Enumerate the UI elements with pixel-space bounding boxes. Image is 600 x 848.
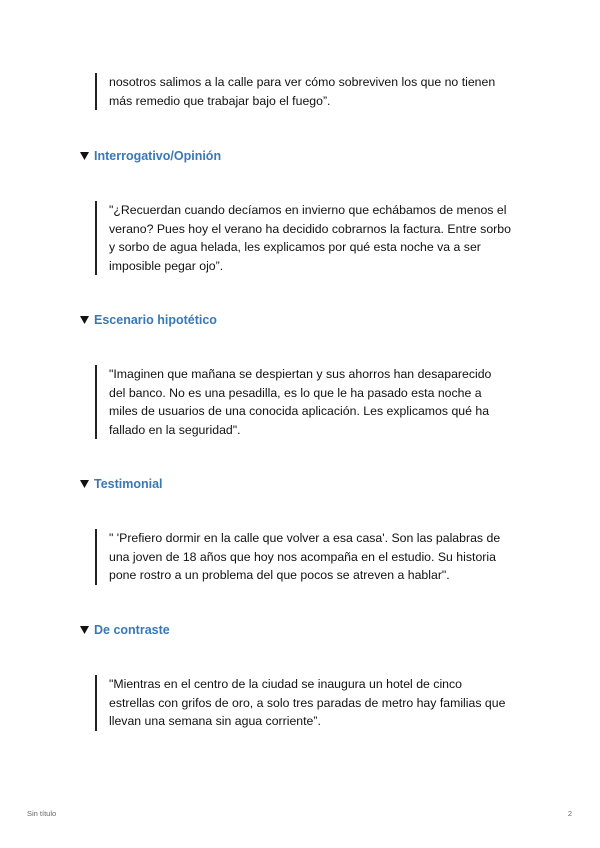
section-title: Interrogativo/Opinión xyxy=(94,149,222,163)
triangle-down-icon[interactable] xyxy=(80,151,90,161)
section-title: Testimonial xyxy=(94,477,163,491)
quote-line: más remedio que trabajar bajo el fuego”. xyxy=(109,93,331,108)
quote-line: "¿Recuerdan cuando decíamos en invierno que echábamos de menos el xyxy=(109,203,507,217)
section-quote xyxy=(95,365,549,439)
toggle-section-escenario[interactable] xyxy=(80,313,217,327)
section-title: De contraste xyxy=(94,623,170,637)
quote-line: una joven de 18 años que hoy nos acompaña en el estudio. Su historia xyxy=(109,549,496,564)
section-quote xyxy=(95,201,549,275)
quote-line: imposible pegar ojo”. xyxy=(109,258,224,273)
quote-line: verano? Pues hoy el verano ha decidido cobrarnos la factura. Entre sorbo xyxy=(109,221,511,236)
quote-line: fallado en la seguridad". xyxy=(109,422,241,437)
triangle-down-icon[interactable] xyxy=(80,315,90,325)
quote-line: del banco. No es una pesadilla, es lo que le ha pasado esta noche a xyxy=(109,385,482,400)
footer-document-title: Sin título xyxy=(27,809,57,818)
toggle-section-testimonial[interactable] xyxy=(80,477,163,491)
triangle-down-icon[interactable] xyxy=(80,479,90,489)
intro-quote xyxy=(95,73,549,110)
quote-line: pone rostro a un problema del que pocos se atreven a hablar". xyxy=(109,568,450,582)
footer-page-number: 2 xyxy=(567,809,572,818)
section-quote xyxy=(95,675,549,731)
quote-line: "Mientras en el centro de la ciudad se inaugura un hotel de cinco xyxy=(109,677,463,691)
toggle-section-interrogativo[interactable] xyxy=(80,149,221,163)
quote-line: estrellas con grifos de oro, a solo tres paradas de metro hay familias que xyxy=(109,695,506,710)
quote-line: "Imaginen que mañana se despiertan y sus ahorros han desaparecido xyxy=(109,367,492,381)
section-quote xyxy=(95,529,549,585)
toggle-section-contraste[interactable] xyxy=(80,623,170,637)
quote-line: " 'Prefiero dormir en la calle que volver a esa casa'. Son las palabras de xyxy=(109,531,501,545)
quote-line: nosotros salimos a la calle para ver cómo sobreviven los que no tienen xyxy=(109,75,496,89)
quote-line: llevan una semana sin agua corriente”. xyxy=(109,714,321,728)
triangle-down-icon[interactable] xyxy=(80,625,90,635)
quote-line: miles de usuarios de una conocida aplicación. Les explicamos qué ha xyxy=(109,404,490,418)
section-title: Escenario hipotético xyxy=(94,313,217,327)
quote-line: y sorbo de agua helada, les explicamos por qué esta noche va a ser xyxy=(109,240,481,254)
